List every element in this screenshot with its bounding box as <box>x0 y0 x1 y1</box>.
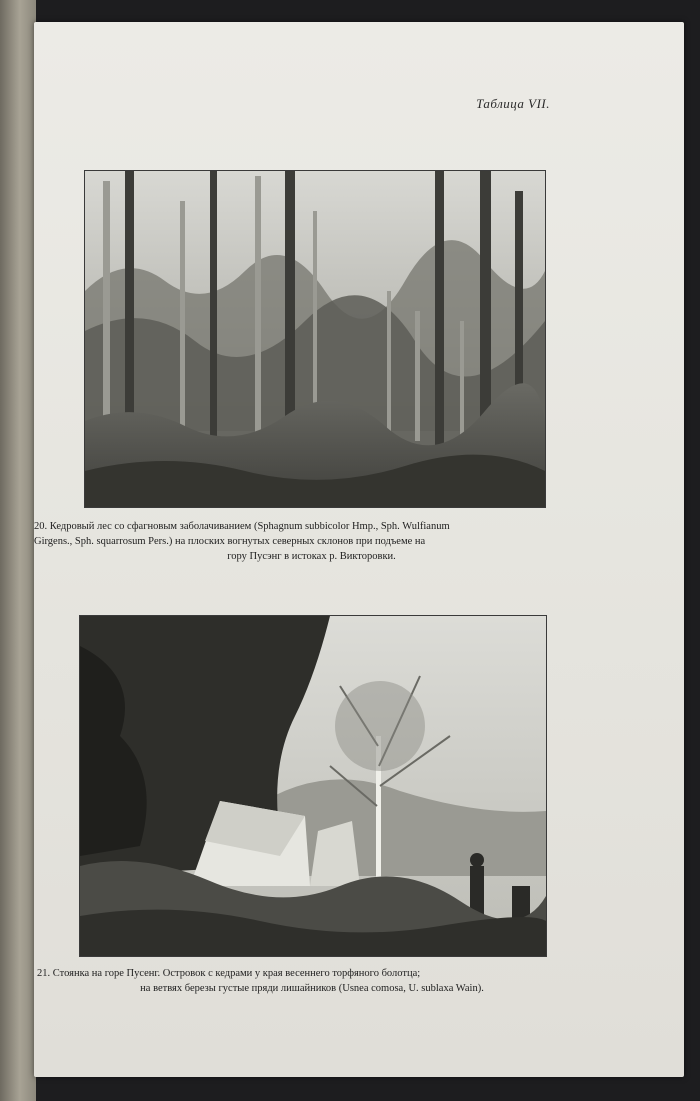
caption-line: на ветвях березы густые пряди лишайников (Usnea comosa, U. sublaxa Wain). <box>140 983 484 994</box>
camp-photo <box>79 615 547 957</box>
plate-title: Таблица VII. <box>476 96 550 111</box>
figure-20-caption <box>34 519 589 564</box>
figure-21-caption <box>37 966 587 996</box>
caption-line: 20. Кедровый лес со сфагновым заболачиванием (Sphagnum subbicolor Hmp., Sph. Wulfianum <box>34 521 450 532</box>
caption-line: гору Пусэнг в истоках р. Викторовки. <box>227 551 396 562</box>
forest-photo <box>84 170 546 508</box>
caption-line: Girgens., Sph. squarrosum Pers.) на плоских вогнутых северных склонов при подъеме на <box>34 536 426 547</box>
caption-line: 21. Стоянка на горе Пусенг. Островок с кедрами у края весеннего торфяного болотца; <box>37 968 421 979</box>
book-spine-edge <box>0 0 36 1101</box>
